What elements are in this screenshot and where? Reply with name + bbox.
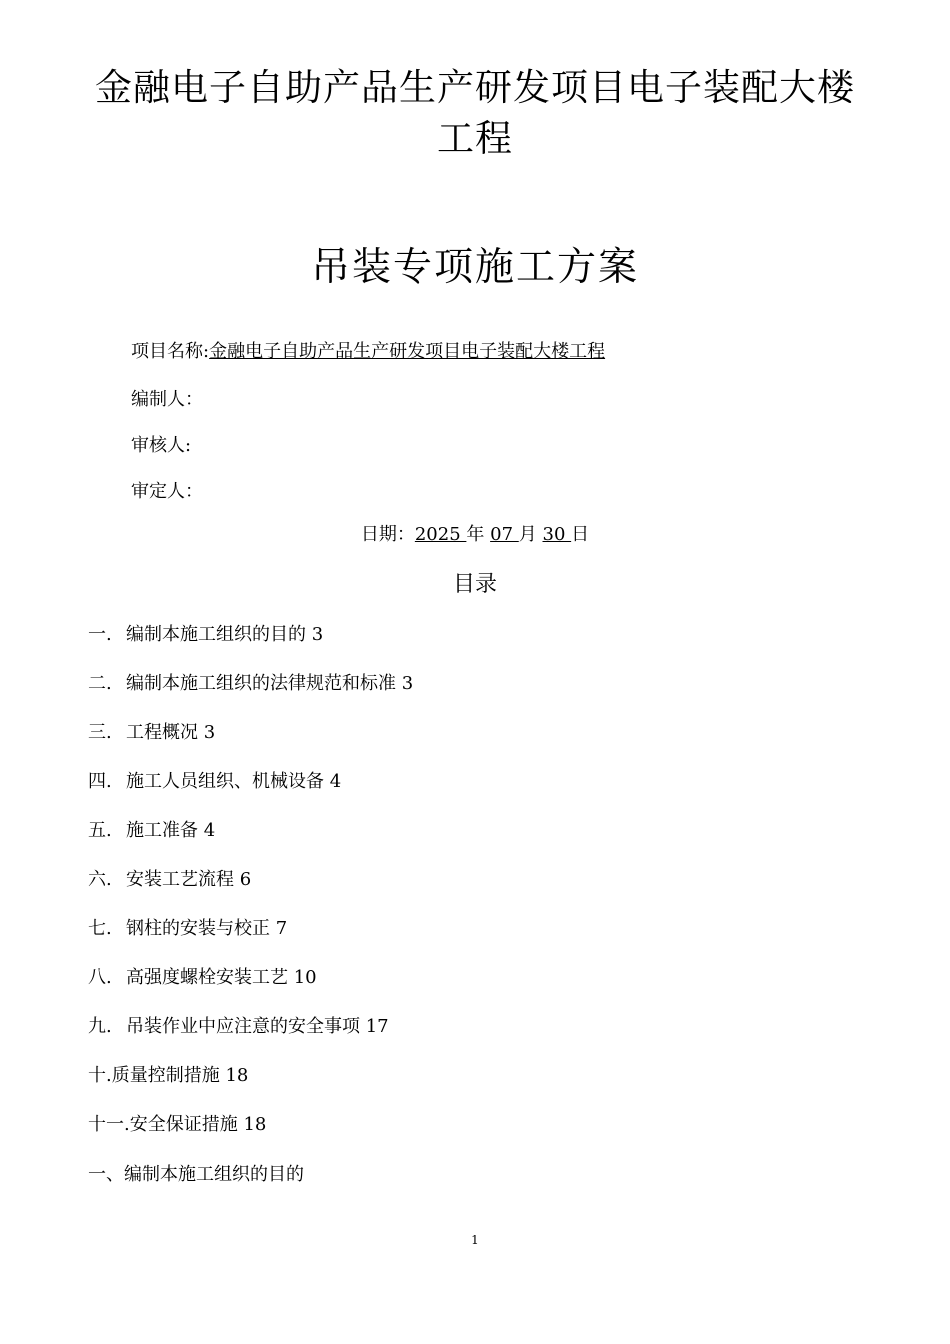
toc-item[interactable] (88, 1064, 413, 1113)
date-year: 2025 (414, 524, 467, 545)
toc-item[interactable] (88, 966, 413, 1015)
project-title-line-1: 金融电子自助产品生产研发项目电子装配大楼 (95, 66, 855, 109)
date-day: 30 (542, 524, 572, 545)
toc-title: 目录 (452, 572, 497, 597)
toc-item-text: 吊装作业中应注意的安全事项 17 (126, 1016, 389, 1037)
date-month: 07 (490, 524, 519, 545)
approver-line (131, 480, 203, 504)
project-name-value: 金融电子自助产品生产研发项目电子装配大楼工程 (209, 341, 606, 362)
toc-item-number: 三. (88, 722, 112, 743)
project-name-line (131, 340, 605, 364)
date-year-unit: 年 (466, 524, 491, 545)
toc-item[interactable] (88, 672, 413, 721)
toc-item-text: 编制本施工组织的法律规范和标准 3 (126, 673, 414, 694)
toc-item[interactable] (88, 770, 413, 819)
toc-item-text: 钢柱的安装与校正 7 (126, 918, 288, 939)
toc-item[interactable] (88, 868, 413, 917)
toc-item-number: 四. (88, 771, 112, 792)
toc-item[interactable] (88, 917, 413, 966)
reviewer-line (131, 434, 191, 458)
toc-item-number: 七. (88, 918, 112, 939)
plan-title: 吊装专项施工方案 (310, 245, 639, 290)
toc-item[interactable] (88, 1113, 413, 1162)
reviewer-label: 审核人: (131, 435, 192, 456)
project-title (60, 62, 890, 164)
date-line (0, 523, 950, 547)
toc-item-number: 十. (88, 1065, 112, 1086)
section-heading: 一、编制本施工组织的目的 (88, 1164, 304, 1185)
toc-item-number: 二. (88, 673, 112, 694)
page-number: 1 (471, 1233, 479, 1247)
toc-item-text: 工程概况 3 (126, 722, 216, 743)
toc-item-number: 一. (88, 624, 112, 645)
approver-label: 审定人： (131, 481, 203, 502)
compiler-line (131, 388, 203, 412)
date-day-unit: 日 (571, 524, 590, 545)
date-label: 日期： (360, 524, 415, 545)
toc-item-text: 编制本施工组织的目的 3 (126, 624, 324, 645)
toc-item-number: 八. (88, 967, 112, 988)
toc-item-number: 九. (88, 1016, 112, 1037)
project-name-label: 项目名称: (131, 341, 210, 362)
project-title-line-2: 工程 (437, 117, 513, 160)
toc-item-text: 安装工艺流程 6 (126, 869, 252, 890)
toc-item[interactable] (88, 721, 413, 770)
toc-item-text: 安全保证措施 18 (129, 1114, 267, 1135)
toc-item-text: 质量控制措施 18 (111, 1065, 249, 1086)
toc-list (88, 623, 413, 1162)
toc-item-number: 六. (88, 869, 112, 890)
toc-item[interactable] (88, 819, 413, 868)
compiler-label: 编制人： (131, 389, 203, 410)
toc-item-number: 五. (88, 820, 112, 841)
toc-item-text: 施工人员组织、机械设备 4 (126, 771, 342, 792)
toc-item[interactable] (88, 1015, 413, 1064)
date-month-unit: 月 (518, 524, 543, 545)
toc-item-text: 施工准备 4 (126, 820, 216, 841)
toc-item-number: 十一. (88, 1114, 130, 1135)
toc-item[interactable] (88, 623, 413, 672)
toc-item-text: 高强度螺栓安装工艺 10 (126, 967, 317, 988)
